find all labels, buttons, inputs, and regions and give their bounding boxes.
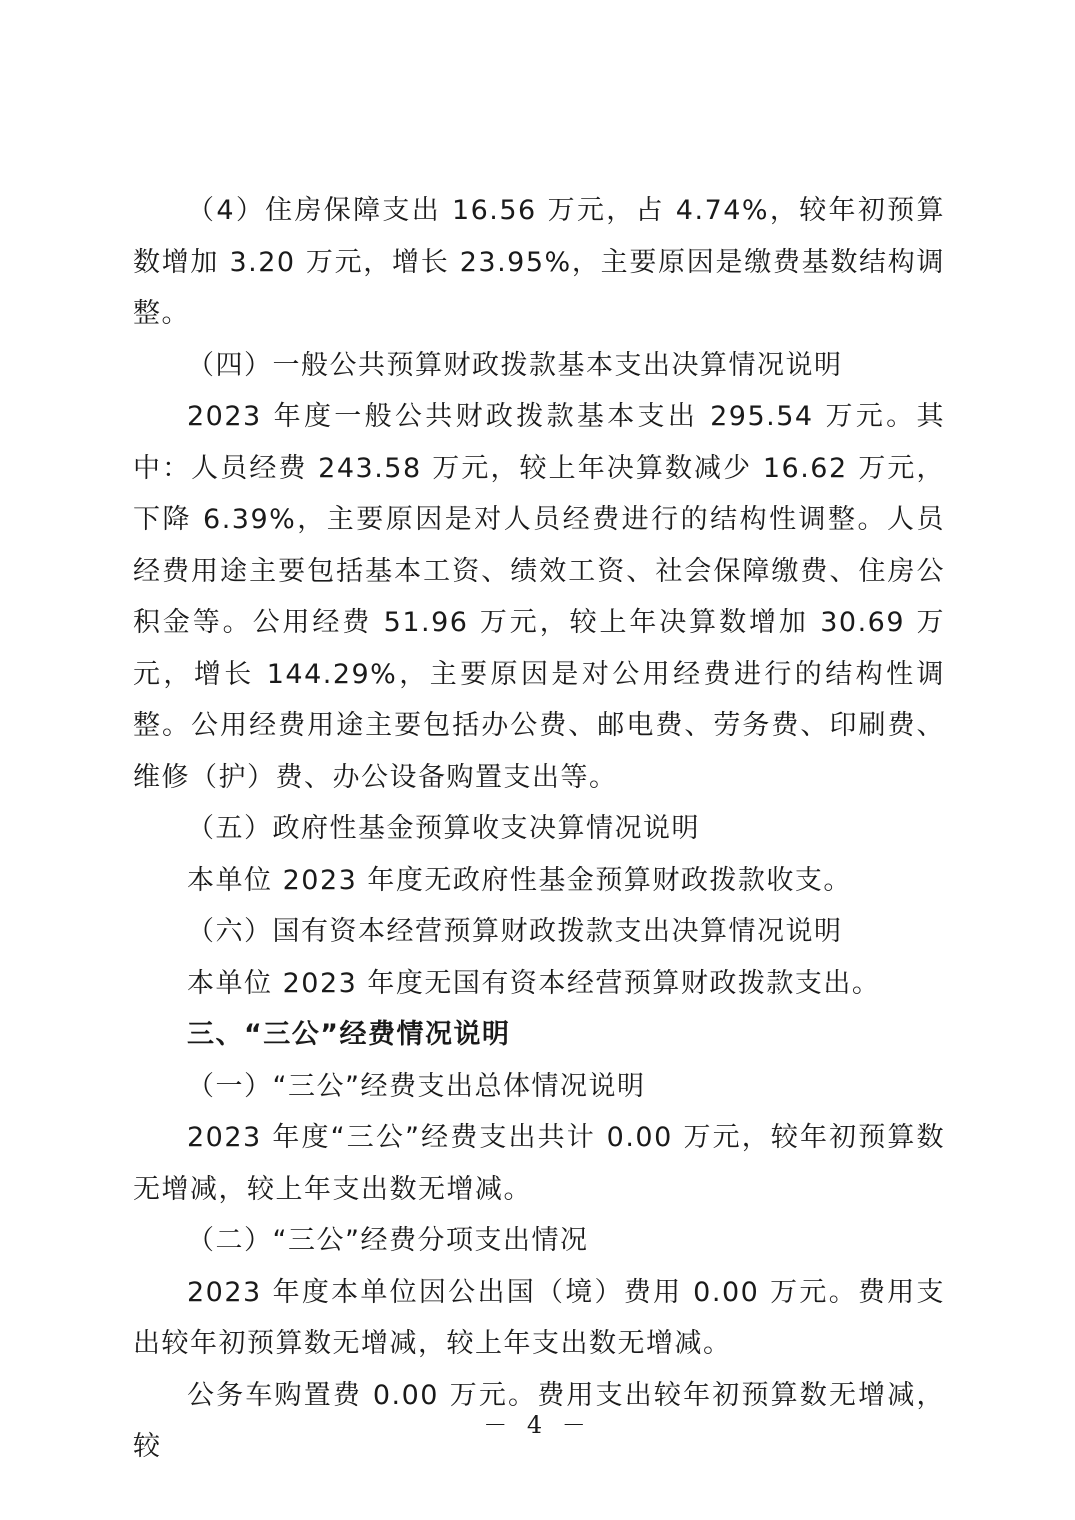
paragraph-housing-expenditure: （4）住房保障支出 16.56 万元，占 4.74%，较年初预算数增加 3.20 万元，增长 23.95%，主要原因是缴费基数结构调整。 [133,195,945,329]
page-number: － 4 － [483,1411,592,1439]
heading-three-public-itemized: （二）“三公”经费分项支出情况 [187,1225,589,1256]
heading-three-public-overall: （一）“三公”经费支出总体情况说明 [187,1070,646,1102]
heading-state-capital: （六）国有资本经营预算财政拨款支出决算情况说明 [187,916,843,947]
paragraph-three-public-overall: 2023 年度“三公”经费支出共计 0.00 万元，较年初预算数无增减，较上年支出数无增减。 [133,1122,945,1205]
paragraph-overseas-travel: 2023 年度本单位因公出国（境）费用 0.00 万元。费用支出较年初预算数无增减，较上年支出数无增减。 [133,1276,945,1359]
paragraph-basic-expenditure: 2023 年度一般公共财政拨款基本支出 295.54 万元。其中：人员经费 243.58 万元，较上年决算数减少 16.62 万元，下降 6.39%，主要原因是对人员经费进行的结构性调整。人员经费用途主要包括基本工资、绩效工资、社会保障缴费、住房公积金等。公用经费 51.96 万元，较上年决算数增加 30.69 万元，增长 144.29%，主要原因是对公用经费进行的结构性调整。公用经费用途主要包括办公费、邮电费、劳务费、印刷费、维修（护）费、办公设备购置支出等。 [133,401,945,793]
document-body [133,185,945,1473]
paragraph-government-fund: 本单位 2023 年度无政府性基金预算财政拨款收支。 [187,864,852,896]
section-title-three-public: 三、“三公”经费情况说明 [187,1019,511,1050]
paragraph-vehicle-purchase: 公务车购置费 0.00 万元。费用支出较年初预算数无增减，较 [133,1379,945,1462]
heading-basic-expenditure: （四）一般公共预算财政拨款基本支出决算情况说明 [187,349,843,381]
paragraph-state-capital: 本单位 2023 年度无国有资本经营预算财政拨款支出。 [187,967,881,999]
heading-government-fund: （五）政府性基金预算收支决算情况说明 [187,813,700,844]
